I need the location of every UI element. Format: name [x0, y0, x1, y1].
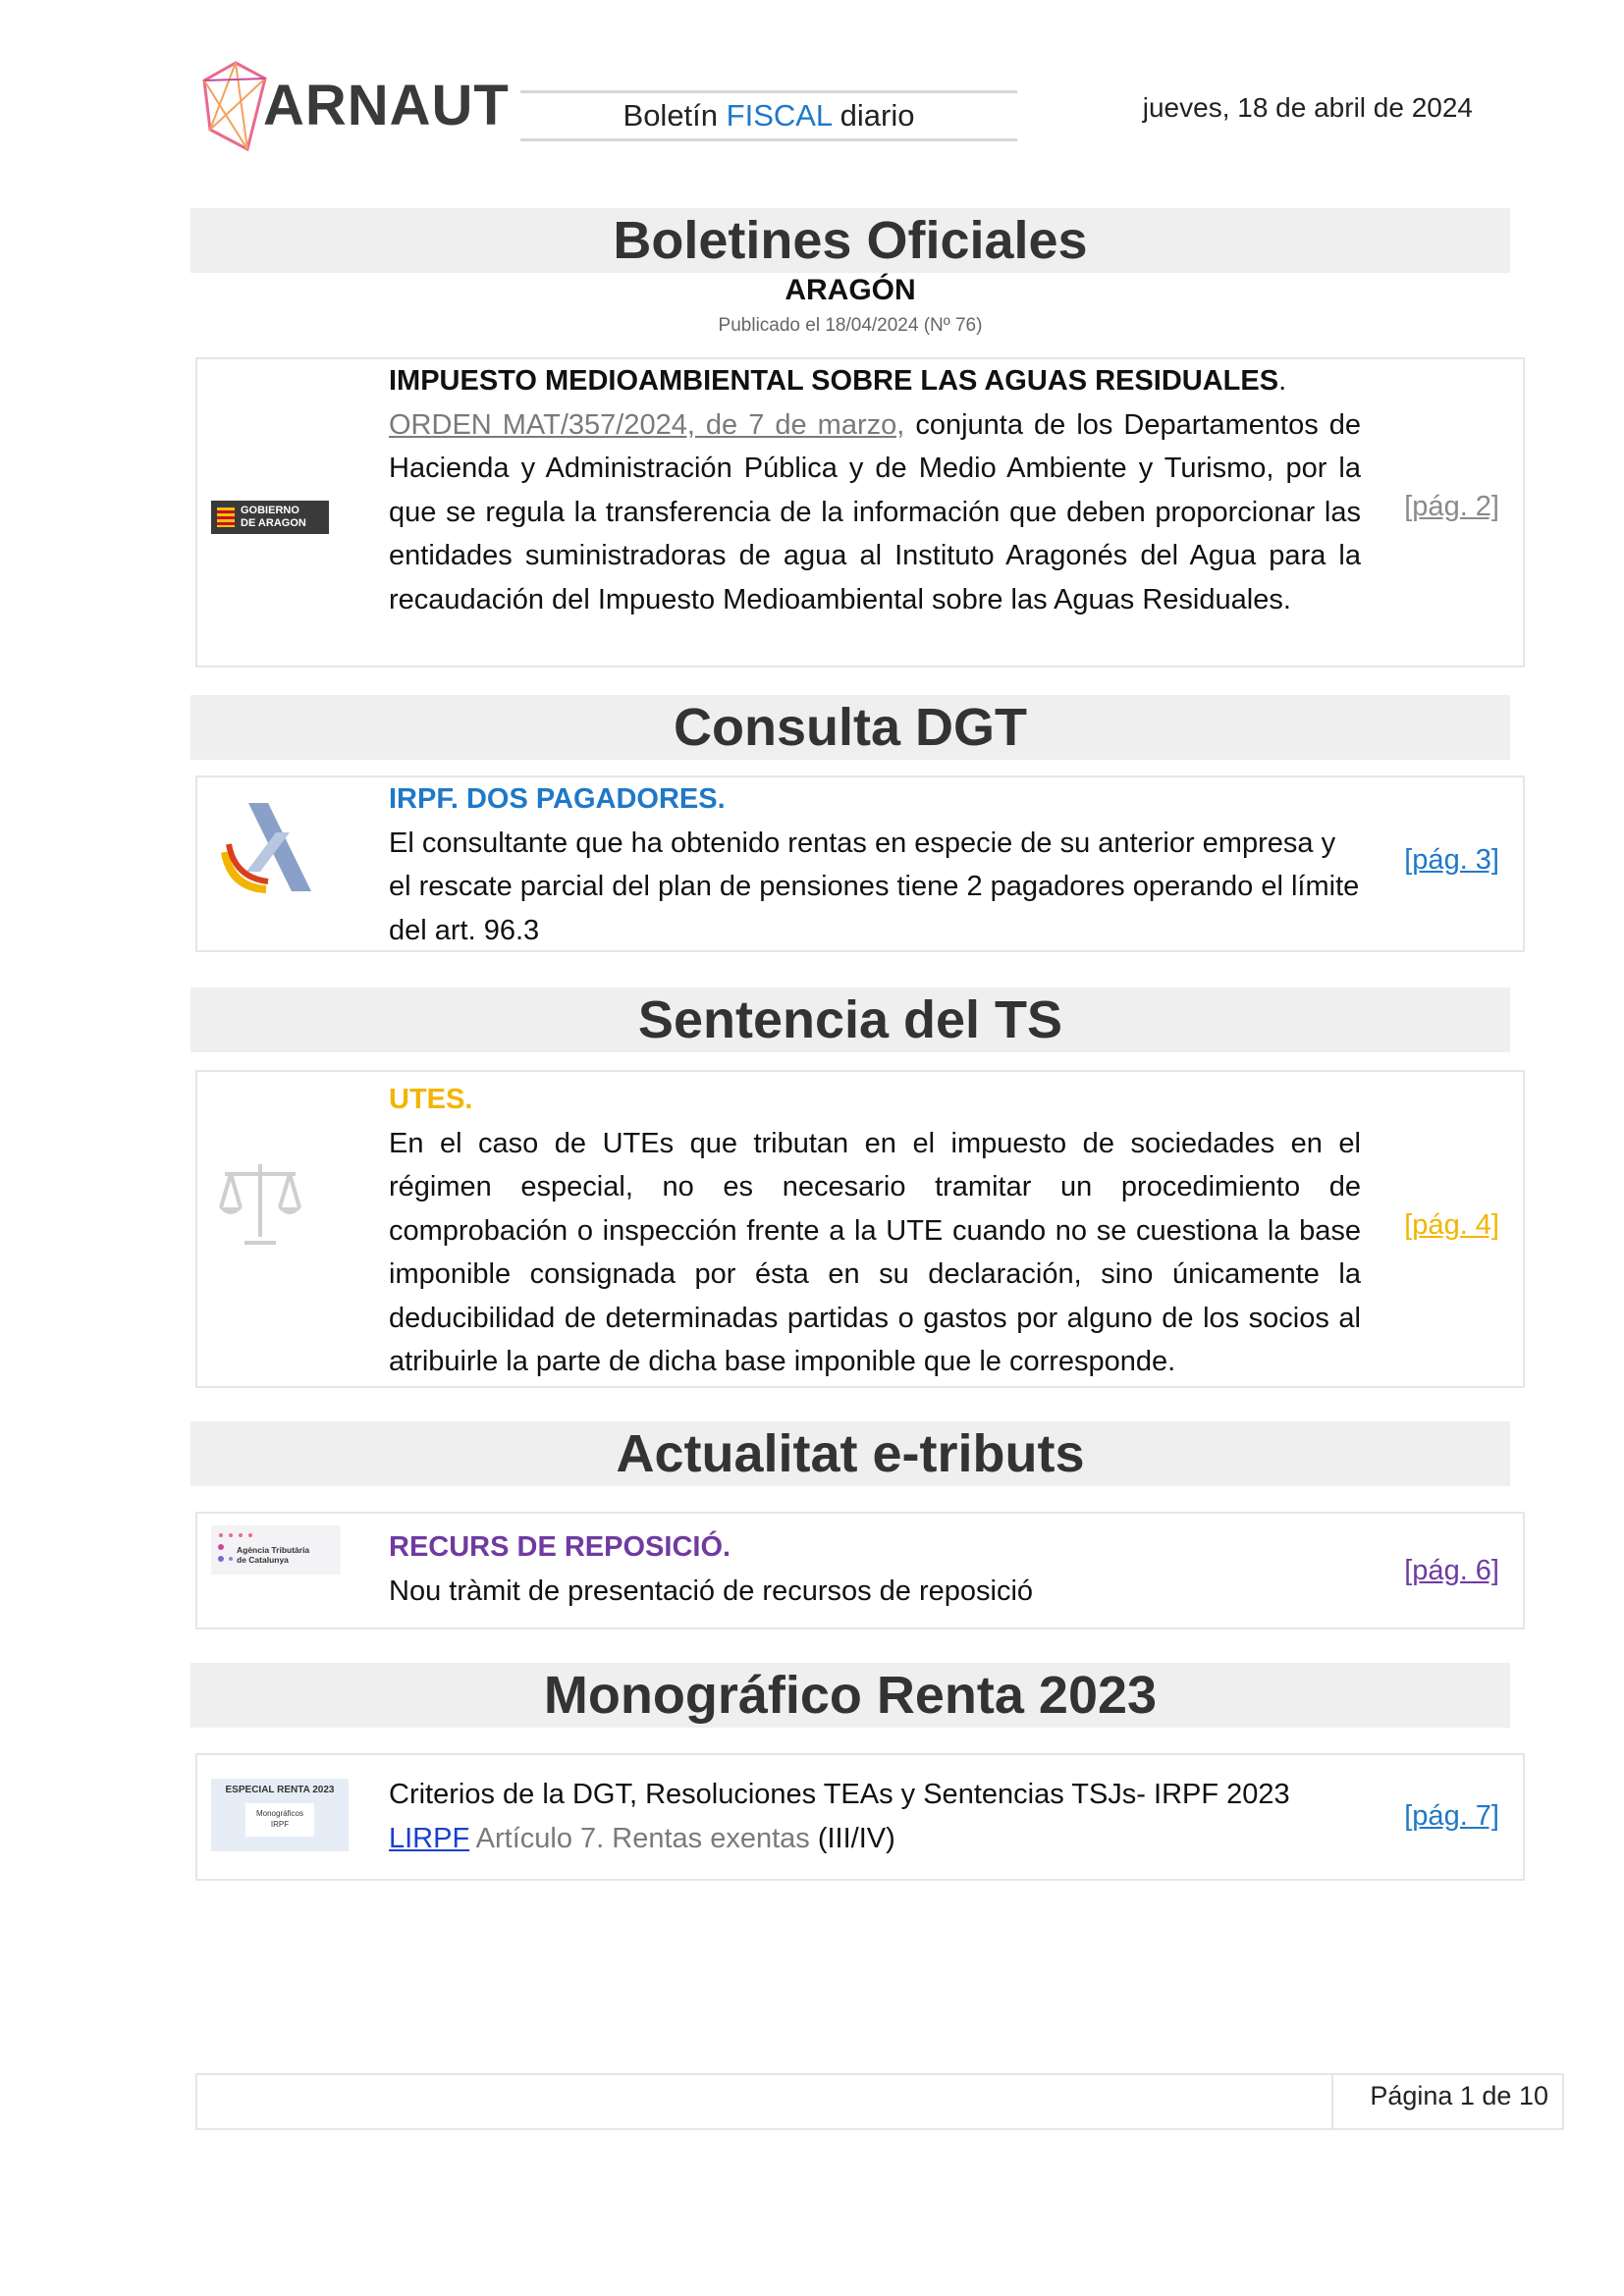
atc-logo-icon [211, 1525, 341, 1575]
especial-renta-logo-icon [211, 1779, 349, 1851]
sentencia-item-text: En el caso de UTEs que tributan en el impuesto de sociedades en el régimen especial, no es necesario tramitar un procedimiento de comprobación o inspección frente a la UTE cuando no se cuestiona la base imponible consignada por ésta en su declaración, sino únicamente la deducibilidad de determinadas partidas o gastos por alguno de los socios al atribuirle la parte de dicha base imponible que le corresponde. [389, 1127, 1361, 1377]
card-consulta-dgt [195, 775, 1525, 952]
gobierno-aragon-logo-icon [211, 501, 329, 534]
page-ref-link-7[interactable]: [pág. 7] [1404, 1800, 1499, 1832]
sentencia-item-title: UTES. [389, 1084, 473, 1115]
orden-link[interactable]: ORDEN MAT/357/2024, de 7 de marzo, [389, 408, 905, 441]
irpf-label: IRPF [270, 1820, 290, 1829]
sentencia-item-body [389, 1078, 1361, 1384]
part-indicator: (III/IV) [809, 1822, 895, 1854]
card-actualitat [195, 1512, 1525, 1629]
consulta-item-body [389, 777, 1361, 952]
page-ref-link-4[interactable]: [pág. 4] [1404, 1209, 1499, 1241]
especial-renta-label: ESPECIAL RENTA 2023 [225, 1785, 335, 1795]
card-sentencia-ts [195, 1070, 1525, 1388]
published-note: Publicado el 18/04/2024 (Nº 76) [718, 315, 983, 336]
bulletin-date: jueves, 18 de abril de 2024 [1142, 92, 1473, 123]
lirpf-link[interactable]: LIRPF [389, 1822, 470, 1854]
section-heading-sentencia-ts: Sentencia del TS [190, 988, 1510, 1052]
footer-divider [1331, 2075, 1333, 2130]
title-post: diario [832, 98, 915, 133]
monografico-item-body [389, 1773, 1361, 1860]
logo-line-1: GOBIERNO [241, 505, 299, 516]
page-footer [195, 2073, 1564, 2130]
section-heading-consulta-dgt: Consulta DGT [190, 695, 1510, 760]
page-ref-link-3[interactable]: [pág. 3] [1404, 844, 1499, 876]
atc-logo-line-2: de Catalunya [237, 1555, 289, 1565]
title-highlight: FISCAL [726, 98, 833, 133]
title-pre: Boletín [623, 98, 727, 133]
region-heading: ARAGÓN [785, 274, 916, 306]
boletin-item-text: conjunta de los Departamentos de Hacienda y Administración Pública y de Medio Ambiente y Turismo, por la que se regula la transferencia de la información que deben proporcionar las entidades suministradoras de agua al Instituto Aragonés del Agua para la recaudación del Impuesto Medioambiental sobre las Aguas Residuales. [389, 408, 1361, 615]
card-monografico [195, 1753, 1525, 1881]
boletin-item-title: IMPUESTO MEDIOAMBIENTAL SOBRE LAS AGUAS RESIDUALES [389, 365, 1279, 397]
articulo-label: Artículo 7. Rentas exentas [469, 1822, 810, 1854]
bulletin-title [520, 90, 1017, 141]
monograficos-label: Monográficos [255, 1809, 304, 1818]
consulta-item-text: El consultante que ha obtenido rentas en especie de su anterior empresa y el rescate parcial del plan de pensiones tiene 2 pagadores operando el límite del art. 96.3 [389, 827, 1360, 946]
page-ref-link-6[interactable]: [pág. 6] [1404, 1555, 1499, 1586]
title-suffix: . [1278, 365, 1287, 397]
monografico-item-text: Criterios de la DGT, Resoluciones TEAs y Sentencias TSJs- IRPF 2023 [389, 1779, 1290, 1810]
agencia-tributaria-logo-icon [211, 793, 319, 901]
boletin-item-body [389, 359, 1361, 621]
section-heading-monografico: Monográfico Renta 2023 [190, 1663, 1510, 1728]
page-number: Página 1 de 10 [1370, 2081, 1548, 2110]
page-ref-link-2[interactable]: [pág. 2] [1404, 491, 1499, 522]
card-boletin-aragon [195, 357, 1525, 667]
actualitat-item-title: RECURS DE REPOSICIÓ. [389, 1531, 731, 1563]
logo-line-2: DE ARAGON [241, 517, 306, 529]
actualitat-item-body [389, 1525, 1361, 1613]
atc-logo-line-1: Agència Tributària [237, 1545, 310, 1555]
consulta-item-title: IRPF. DOS PAGADORES. [389, 783, 726, 815]
section-heading-actualitat: Actualitat e-tributs [190, 1421, 1510, 1486]
actualitat-item-text: Nou tràmit de presentació de recursos de reposició [389, 1575, 1034, 1607]
section-heading-boletines: Boletines Oficiales [190, 208, 1510, 273]
brand-name: ARNAUT [263, 74, 510, 137]
scales-of-justice-icon [215, 1158, 305, 1249]
